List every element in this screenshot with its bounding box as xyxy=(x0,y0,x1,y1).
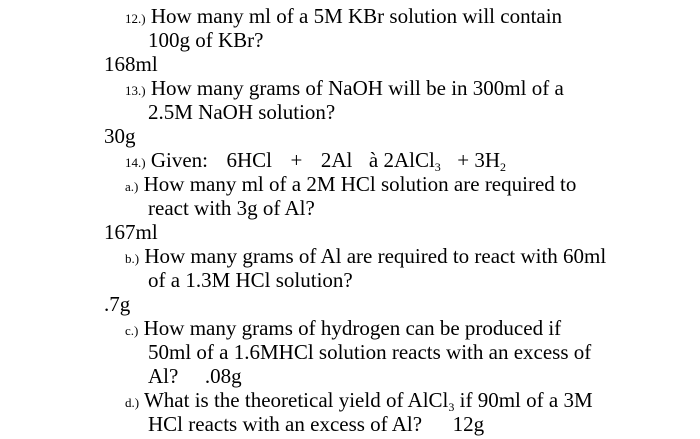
question-b-line-2: of a 1.3M HCl solution? xyxy=(148,268,353,292)
reaction-arrow: à xyxy=(368,148,379,172)
question-b-text: How many grams of Al are required to react with 60ml xyxy=(144,244,607,268)
product-alcl3 xyxy=(383,148,440,172)
question-14-given xyxy=(125,148,506,175)
question-c-line-1 xyxy=(125,316,561,343)
question-d-line-2 xyxy=(148,412,484,436)
question-12-line-1 xyxy=(125,4,562,31)
question-13-line-2: 2.5M NaOH solution? xyxy=(148,100,336,124)
product-alcl3-formula: 2AlCl xyxy=(383,148,435,172)
question-d-text-b: if 90ml of a 3M xyxy=(454,388,593,412)
question-a-line-1 xyxy=(125,172,576,199)
answer-d: 12g xyxy=(452,412,485,436)
answer-a: 167ml xyxy=(104,220,158,244)
question-b-number: b.) xyxy=(125,251,140,266)
question-c-text: How many grams of hydrogen can be produced if xyxy=(143,316,562,340)
question-12-line-2: 100g of KBr? xyxy=(148,28,264,52)
question-14-number: 14.) xyxy=(125,155,146,170)
question-13-number: 13.) xyxy=(125,83,146,98)
plus-sign: + xyxy=(290,148,303,172)
question-c-number: c.) xyxy=(125,323,139,338)
product-h2-formula: 3H xyxy=(474,148,501,172)
question-a-number: a.) xyxy=(125,179,139,194)
question-d-subscript: 3 xyxy=(448,400,455,414)
plus-sign: + xyxy=(457,148,470,172)
question-d-text-a: What is the theoretical yield of AlCl xyxy=(143,388,449,412)
answer-13: 30g xyxy=(104,124,136,148)
question-13-line-1 xyxy=(125,76,564,103)
question-b-line-1 xyxy=(125,244,606,271)
reactant-hcl: 6HCl xyxy=(226,148,273,172)
question-d-number: d.) xyxy=(125,395,140,410)
question-d-text-end: HCl reacts with an excess of Al? xyxy=(148,412,423,436)
product-h2-subscript: 2 xyxy=(500,160,507,174)
question-a-text: How many ml of a 2M HCl solution are required to xyxy=(143,172,577,196)
question-c-line-3 xyxy=(148,364,242,388)
product-alcl3-subscript: 3 xyxy=(434,160,441,174)
question-13-text: How many grams of NaOH will be in 300ml of a xyxy=(150,76,564,100)
answer-b: .7g xyxy=(104,292,131,316)
question-a-line-2: react with 3g of Al? xyxy=(148,196,315,220)
question-12-number: 12.) xyxy=(125,11,146,26)
answer-12: 168ml xyxy=(104,52,158,76)
reactant-al: 2Al xyxy=(320,148,353,172)
answer-c: .08g xyxy=(204,364,242,388)
given-label: Given: xyxy=(150,148,208,172)
question-c-line-2: 50ml of a 1.6MHCl solution reacts with an excess of xyxy=(148,340,592,364)
question-c-text-end: Al? xyxy=(148,364,179,388)
product-h2 xyxy=(474,148,506,172)
question-12-text: How many ml of a 5M KBr solution will contain xyxy=(150,4,563,28)
question-d-line-1 xyxy=(125,388,593,415)
